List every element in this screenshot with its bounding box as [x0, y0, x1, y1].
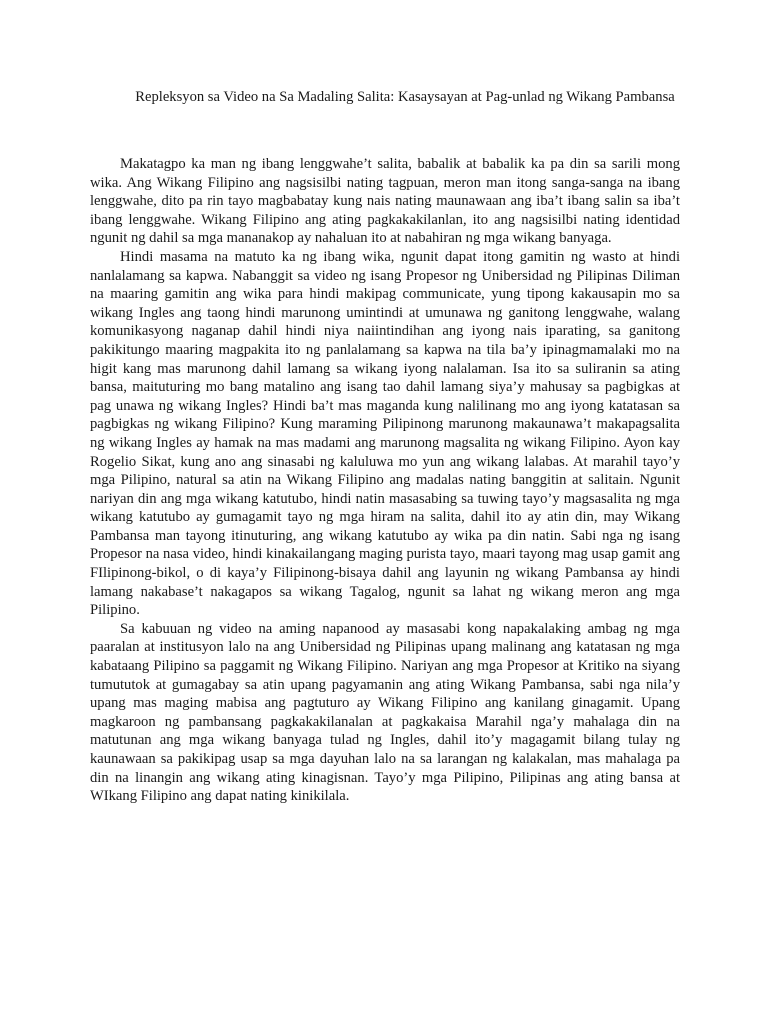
paragraph-1: Makatagpo ka man ng ibang lenggwahe’t salita, babalik at babalik ka pa din sa sarili mong wika. Ang Wikang Filipino ang nagsisilbi nating tagpuan, meron man itong sanga-sanga na ibang lenggwahe, dito pa rin tayo magbabatay kung nais nating maunawaan ang iba’t ibang salin sa iba’t ibang lenggwahe. Wikang Filipino ang ating pagkakakilanlan, ito ang nagsisilbi nating identidad ngunit ng dahil sa mga mananakop ay nahaluan ito at nabahiran ng mga wikang banyaga.	[90, 156, 680, 247]
paragraph-3: Sa kabuuan ng video na aming napanood ay masasabi kong napakalaking ambag ng mga paaralan at institusyon lalo na ang Unibersidad ng Pilipinas upang malinang ang katatasan ng mga kabataang Pilipino sa paggamit ng Wikang Filipino. Nariyan ang mga Propesor at Kritiko na siyang tumututok at gumagabay sa atin upang pagyamanin ang ating Wikang Pambansa, sabi nga nila’y upang mas maging mabisa ang pagtuturo ay Wikang Filipino ang kanilang ginagamit. Upang magkaroon ng pambansang pagkakakilanalan at pagkakaisa Marahil nga’y mahalaga din na matutunan ang mga wikang banyaga tulad ng Ingles, dahil ito’y magagamit bilang tulay ng kaunawaan sa pakikipag usap sa mga dayuhan lalo na sa larangan ng kalakalan, mas mahalaga pa din na linangin ang wikang ating kinagisnan. Tayo’y mga Pilipino, Pilipinas ang ating bansa at WIkang Filipino ang dapat nating kinikilala.	[90, 620, 680, 805]
document-body	[90, 155, 680, 806]
paragraph-2: Hindi masama na matuto ka ng ibang wika, ngunit dapat itong gamitin ng wasto at hindi nanlalamang sa kapwa. Nabanggit sa video ng isang Propesor ng Unibersidad ng Pilipinas Diliman na maaring gamitin ang wika para hindi makipag communicate, yung tipong kakausapin mo sa wikang Ingles ang taong hindi marunong umintindi at umunawa ng ganitong lenggwahe, walang komunikasyong naganap dahil hindi niya naiintindihan ang iyong nais iparating, sa ganitong pakikitungo maaring magpakita ito ng panlalamang sa kapwa na tila ba’y ipinagmamalaki mo na higit kang mas marunong dahil lamang sa wikang iyong nalalaman. Isa ito sa suliranin sa ating bansa, maituturing mo bang matalino ang isang tao dahil lamang siya’y mahusay sa pagbigkas at pag unawa ng wikang Ingles? Hindi ba’t mas maganda kung nalilinang mo ang iyong katatasan sa pagbigkas ng wikang Filipino? Kung maraming Pilipinong marunong makaunawa’t makapagsalita ng wikang Ingles ay hamak na mas madami ang marunong magsalita ng wikang Filipino. Ayon kay Rogelio Sikat, kung ano ang sinasabi ng kaluluwa mo yun ang wikang lalabas. At marahil tayo’y mga Pilipino, natural sa atin na Wikang Filipino ang madalas nating banggitin at salitain. Ngunit nariyan din ang mga wikang katutubo, hindi natin masasabing sa tuwing tayo’y magsasalita ng mga wikang katutubo ay gumagamit tayo ng mga hiram na salita, dahil ito ay atin din, may Wikang Pambansa man tayong itinuturing, ang wikang katutubo ay wika pa din natin. Sabi nga ng isang Propesor na nasa video, hindi kinakailangang maging purista tayo, maari tayong mag usap gamit ang FIlipinong-bikol, o di kaya’y Filipinong-bisaya dahil ang layunin ng wikang Pambansa ay hindi lamang nakabase’t nakagapos sa wikang Tagalog, ngunit sa lahat ng wikang meron ang mga Pilipino.	[90, 248, 680, 619]
document-title: Repleksyon sa Video na Sa Madaling Salita: Kasaysayan at Pag-unlad ng Wikang Pambansa	[135, 89, 675, 105]
